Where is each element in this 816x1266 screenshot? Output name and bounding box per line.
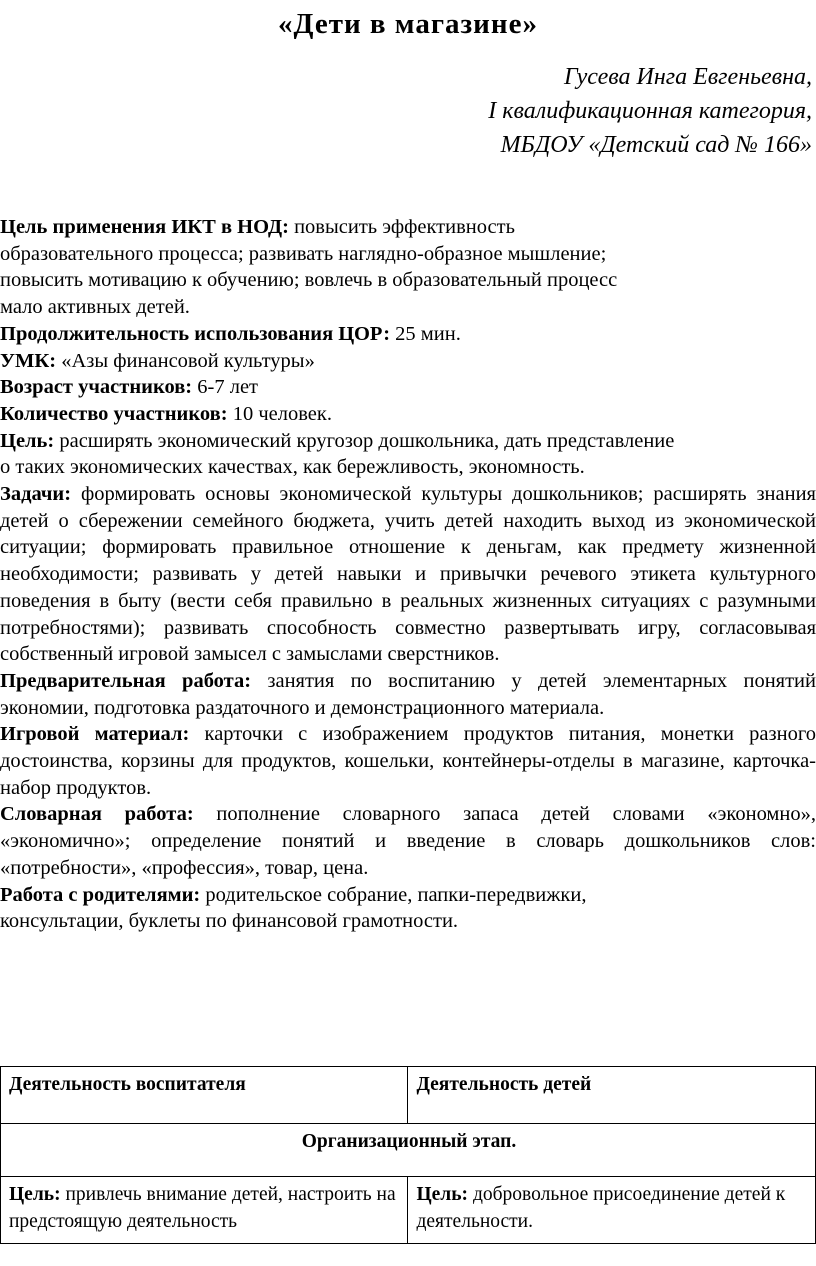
vocab-text: пополнение словарного запаса детей словами «экономно», «экономично»; определение понятий и введение в словарь дошкольников слов: «потребности», «профессия», товар, цена.: [0, 803, 816, 879]
ikt-goal-paragraph: [0, 214, 816, 321]
vocab-paragraph: [0, 801, 816, 881]
age-value: 6-7 лет: [197, 376, 259, 399]
material-label: Игровой материал:: [0, 723, 190, 746]
duration-paragraph: [0, 321, 816, 348]
count-value: 10 человек.: [232, 402, 332, 425]
ikt-goal-line-1: повысить эффективность: [294, 216, 515, 238]
ikt-goal-line-3: повысить мотивацию к обучению; вовлечь в образовательный процесс: [0, 269, 618, 292]
organizational-stage: Организационный этап.: [1, 1124, 816, 1177]
document-title: «Дети в магазине»: [278, 8, 538, 40]
goal-line-1: расширять экономический кругозор дошкольника, дать представление: [59, 429, 675, 452]
material-text: карточки с изображением продуктов питания, монетки разного достоинства, корзины для продуктов, кошельки, контейнеры-отделы в магазине, карточка-набор продуктов.: [0, 723, 816, 799]
age-paragraph: [0, 374, 816, 401]
count-label: Количество участников:: [0, 402, 228, 425]
author-organization: МБДОУ «Детский сад № 166»: [500, 132, 812, 158]
goal-paragraph: [0, 428, 816, 481]
parents-line-2: консультации, буклеты по финансовой грамотности.: [0, 910, 459, 933]
children-goal-text: добровольное присоединение детей к деятельности.: [416, 1184, 786, 1232]
teacher-goal-label: Цель:: [9, 1184, 61, 1205]
parents-line-1: родительское собрание, папки-передвижки,: [205, 883, 587, 906]
umk-paragraph: [0, 348, 816, 375]
teacher-goal-cell: [1, 1177, 408, 1244]
teacher-activity-header: Деятельность воспитателя: [1, 1067, 408, 1124]
table-stage-row: [1, 1124, 816, 1177]
author-name: Гусева Инга Евгеньевна,: [563, 64, 812, 90]
lesson-description: [0, 214, 816, 935]
children-goal-cell: [408, 1177, 816, 1244]
count-paragraph: [0, 401, 816, 428]
tasks-label: Задачи:: [0, 483, 72, 506]
duration-label: Продолжительность использования ЦОР:: [0, 322, 391, 345]
material-paragraph: [0, 721, 816, 801]
prework-paragraph: [0, 668, 816, 721]
umk-label: УМК:: [0, 349, 57, 372]
prework-text: занятия по воспитанию у детей элементарных понятий экономии, подготовка раздаточного и демонстрационного материала.: [0, 669, 816, 719]
goal-line-2: о таких экономических качествах, как бережливость, экономность.: [0, 456, 585, 479]
teacher-goal-text: привлечь внимание детей, настроить на предстоящую деятельность: [9, 1184, 396, 1232]
umk-value: «Азы финансовой культуры»: [61, 349, 315, 372]
table-row: [1, 1177, 816, 1244]
table-header-row: [1, 1067, 816, 1124]
activities-table: [0, 1066, 816, 1244]
tasks-text: формировать основы экономической культуры дошкольников; расширять знания детей о сбережении семейного бюджета, учить детей находить выход из экономической ситуации; формировать правильное отношение к деньгам, как предмету жизненной необходимости; развивать у детей навыки и привычки речевого этикета культурного поведения в быту (вести себя правильно в реальных жизненных ситуациях с разумными потребностями); развивать способность совместно развертывать игру, согласовывая собственный игровой замысел с замыслами сверстников.: [0, 483, 816, 666]
ikt-goal-label: Цель применения ИКТ в НОД:: [0, 216, 289, 238]
age-label: Возраст участников:: [0, 376, 193, 399]
ikt-goal-line-2: образовательного процесса; развивать наглядно-образное мышление;: [0, 242, 607, 265]
tasks-paragraph: [0, 481, 816, 668]
prework-label: Предварительная работа:: [0, 669, 252, 692]
ikt-goal-line-4: мало активных детей.: [0, 296, 190, 319]
author-block: [252, 60, 812, 162]
duration-value: 25 мин.: [395, 322, 461, 345]
parents-paragraph: [0, 882, 816, 935]
children-activity-header: Деятельность детей: [408, 1067, 816, 1124]
children-goal-label: Цель:: [416, 1184, 469, 1205]
vocab-label: Словарная работа:: [0, 803, 194, 826]
goal-label: Цель:: [0, 429, 55, 452]
author-category: I квалификационная категория,: [488, 98, 812, 124]
parents-label: Работа с родителями:: [0, 883, 201, 906]
